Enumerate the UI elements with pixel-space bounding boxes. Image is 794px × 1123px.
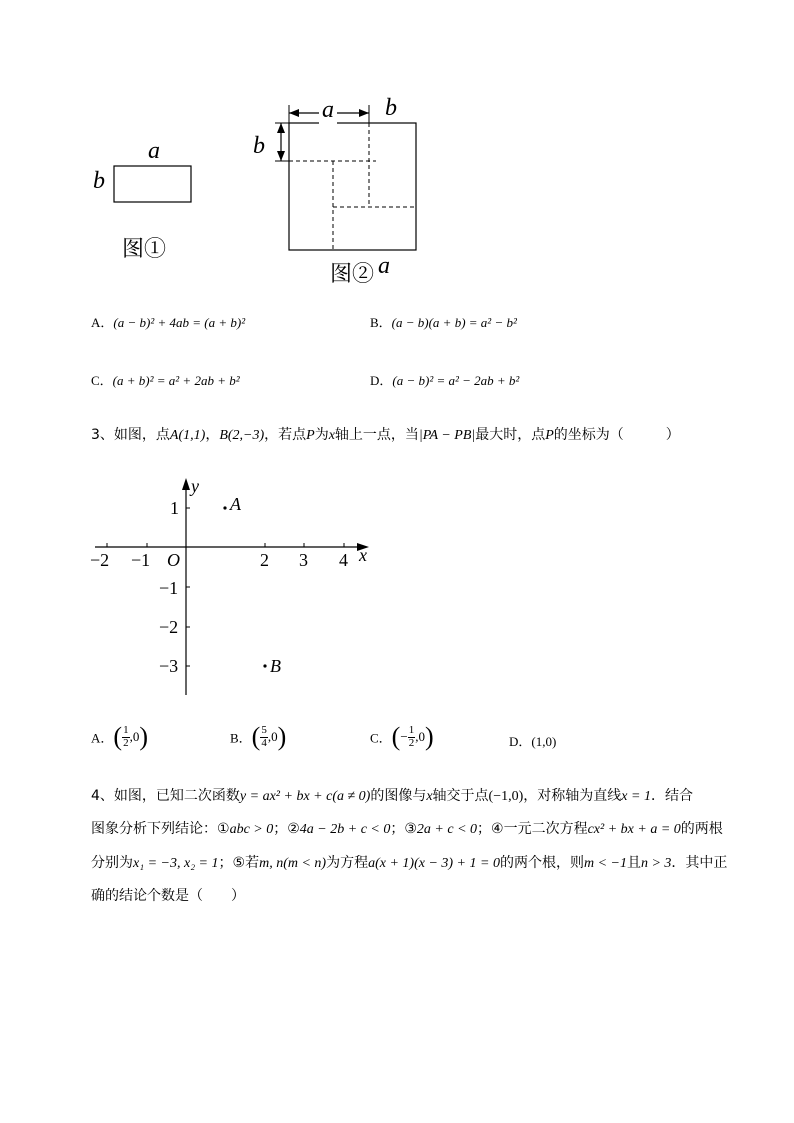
question-4-line-1: 4、如图，已知二次函数y = ax² + bx + c(a ≠ 0)的图像与x轴交于点(−1,0)，对称轴为直线x = 1．结合: [91, 788, 693, 804]
figure-2-label-b-top: b: [385, 95, 397, 121]
q2-option-b[interactable]: B．(a − b)(a + b) = a² − b²: [370, 315, 517, 330]
y-tick-label: 1: [170, 498, 179, 518]
question-4-line-4: 确的结论个数是（ ）: [91, 888, 245, 904]
x-tick-label: −1: [131, 550, 151, 570]
y-tick-label: −2: [159, 617, 179, 637]
origin-label: O: [167, 550, 180, 570]
q2-option-c[interactable]: C．(a + b)² = a² + 2ab + b²: [91, 373, 240, 388]
figure-1-label-a: a: [148, 138, 160, 164]
y-tick-label: −3: [159, 656, 179, 676]
q3-option-d[interactable]: D．(1,0): [509, 734, 557, 749]
x-tick-label: 3: [299, 550, 308, 570]
y-tick-label: −1: [159, 578, 179, 598]
fraction: $\frac{1}{2}$: [123, 723, 129, 749]
figure-1-label-b: b: [93, 168, 105, 194]
q3-option-b[interactable]: B．( $\frac{5}{4}$ ,0): [230, 722, 287, 751]
q3-option-c[interactable]: C．(− $\frac{1}{2}$ ,0): [370, 722, 434, 751]
q2-option-d[interactable]: D．(a − b)² = a² − 2ab + b²: [370, 373, 520, 388]
figure-2-label-b-left: b: [253, 133, 265, 159]
figure-2-label-a-bottom: a: [378, 253, 390, 279]
fraction: $\frac{5}{4}$: [261, 723, 267, 749]
figure-2-label-a-top: a: [319, 97, 337, 124]
figure-1: [90, 140, 210, 260]
x-tick-label: 2: [260, 550, 269, 570]
figure-1-caption: 图①: [122, 236, 167, 261]
figure-2: [245, 95, 445, 290]
coordinate-graph: [85, 470, 385, 705]
point-b-dot: [263, 664, 266, 667]
figure-2-caption: 图②: [330, 261, 375, 286]
q3-option-a[interactable]: A．( $\frac{1}{2}$ ,0): [91, 722, 148, 751]
y-axis-label: y: [191, 476, 199, 496]
x-tick-label: −2: [90, 550, 110, 570]
question-3-stem: 3、如图，点A(1,1)，B(2,−3)，若点P为x轴上一点，当|PA − PB|最大时，点P的坐标为（ ）: [91, 427, 680, 443]
question-4-line-3: 分别为x₁ = −3, x₂ = 1；⑤若m, n(m < n)为方程a(x + 1)(x − 3) + 1 = 0的两个根，则m < −1且n > 3．其中正: [91, 855, 728, 871]
point-a-label: A: [230, 494, 241, 514]
point-a-dot: [223, 506, 226, 509]
question-4-line-2: 图象分析下列结论：①abc > 0；②4a − 2b + c < 0；③2a + c < 0；④一元二次方程cx² + bx + a = 0的两根: [91, 821, 723, 837]
x-tick-label: 4: [339, 550, 348, 570]
point-b-label: B: [270, 656, 281, 676]
x-axis-label: x: [359, 545, 367, 565]
fraction: $\frac{1}{2}$: [408, 723, 415, 749]
q2-option-a[interactable]: A．(a − b)² + 4ab = (a + b)²: [91, 315, 246, 330]
